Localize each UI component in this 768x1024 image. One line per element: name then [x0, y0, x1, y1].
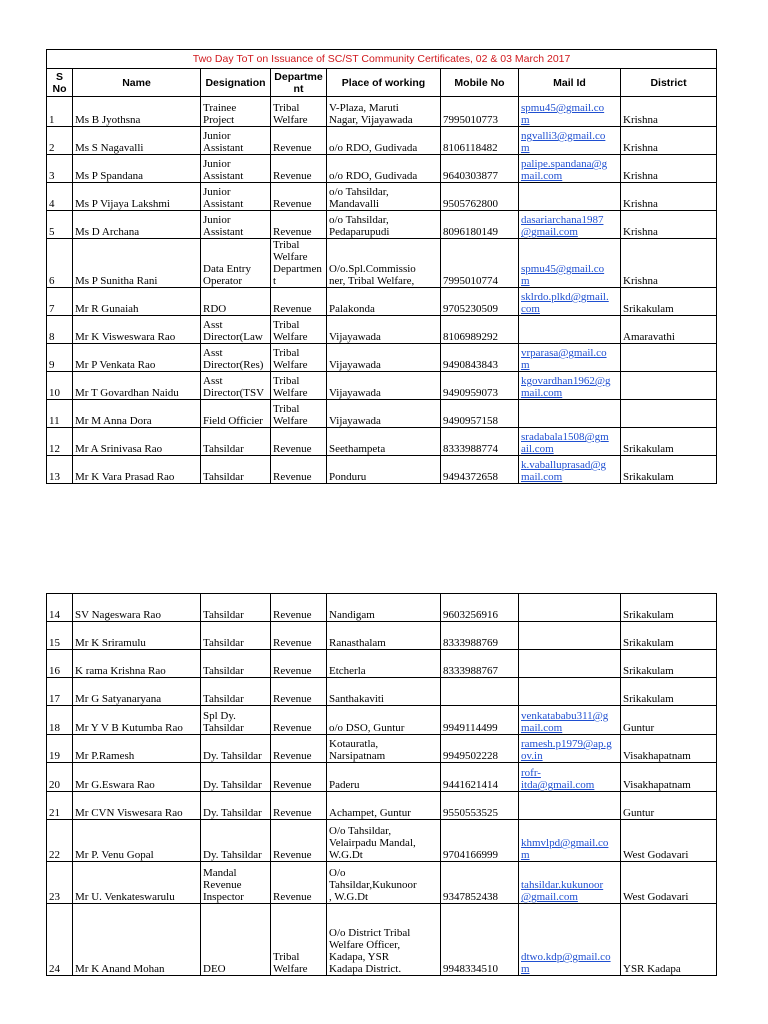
cell-sno: 6: [47, 239, 73, 288]
cell-sno: 24: [47, 904, 73, 976]
cell-sno: 9: [47, 344, 73, 372]
cell-name: Ms D Archana: [73, 211, 201, 239]
cell-district: Srikakulam: [621, 594, 717, 622]
cell-mobile: 9603256916: [441, 594, 519, 622]
table-row: [47, 316, 717, 344]
participants-table-page2: [46, 593, 717, 976]
cell-department: Revenue: [271, 678, 327, 706]
cell-name: Ms P Spandana: [73, 155, 201, 183]
table-row: [47, 678, 717, 706]
cell-department: Tribal Welfare: [271, 904, 327, 976]
email-link: [519, 622, 621, 650]
cell-designation: Dy. Tahsildar: [201, 820, 271, 862]
cell-department: Revenue: [271, 288, 327, 316]
cell-sno: 14: [47, 594, 73, 622]
cell-district: Srikakulam: [621, 456, 717, 484]
cell-department: Revenue: [271, 594, 327, 622]
col-header-mobile: Mobile No: [441, 69, 519, 97]
cell-district: [621, 400, 717, 428]
cell-designation: Junior Assistant: [201, 127, 271, 155]
cell-designation: Tahsildar: [201, 678, 271, 706]
cell-designation: Asst Director(TSV: [201, 372, 271, 400]
cell-district: Srikakulam: [621, 650, 717, 678]
cell-mobile: 8333988767: [441, 650, 519, 678]
cell-place: Ranasthalam: [327, 622, 441, 650]
table-row: [47, 400, 717, 428]
cell-sno: 18: [47, 706, 73, 735]
table-row: [47, 183, 717, 211]
cell-department: Revenue: [271, 820, 327, 862]
cell-district: Srikakulam: [621, 678, 717, 706]
cell-department: Revenue: [271, 456, 327, 484]
cell-department: Revenue: [271, 211, 327, 239]
cell-mobile: 9705230509: [441, 288, 519, 316]
cell-mobile: 9505762800: [441, 183, 519, 211]
email-link: [519, 316, 621, 344]
email-link[interactable]: spmu45@gmail.co m: [519, 239, 621, 288]
cell-place: o/o RDO, Gudivada: [327, 155, 441, 183]
cell-name: Mr P.Ramesh: [73, 735, 201, 763]
cell-name: Mr K Visweswara Rao: [73, 316, 201, 344]
cell-designation: Field Officier: [201, 400, 271, 428]
cell-designation: DEO: [201, 904, 271, 976]
cell-name: Mr A Srinivasa Rao: [73, 428, 201, 456]
cell-district: Guntur: [621, 706, 717, 735]
cell-place: Ponduru: [327, 456, 441, 484]
cell-designation: Junior Assistant: [201, 211, 271, 239]
email-link[interactable]: k.vaballuprasad@g mail.com: [519, 456, 621, 484]
table-row: [47, 622, 717, 650]
cell-district: Srikakulam: [621, 428, 717, 456]
cell-name: Mr G Satyanaryana: [73, 678, 201, 706]
participants-table-page1: [46, 49, 717, 484]
cell-district: Srikakulam: [621, 622, 717, 650]
cell-sno: 23: [47, 862, 73, 904]
cell-district: Krishna: [621, 127, 717, 155]
email-link[interactable]: spmu45@gmail.co m: [519, 97, 621, 127]
cell-name: Ms P Vijaya Lakshmi: [73, 183, 201, 211]
table-row: [47, 155, 717, 183]
table-row: [47, 344, 717, 372]
cell-place: Achampet, Guntur: [327, 792, 441, 820]
cell-district: Visakhapatnam: [621, 735, 717, 763]
cell-designation: Tahsildar: [201, 594, 271, 622]
email-link: [519, 400, 621, 428]
cell-department: Tribal Welfare: [271, 372, 327, 400]
email-link: [519, 678, 621, 706]
cell-sno: 16: [47, 650, 73, 678]
cell-sno: 11: [47, 400, 73, 428]
cell-district: [621, 344, 717, 372]
cell-place: o/o Tahsildar, Pedaparupudi: [327, 211, 441, 239]
cell-department: Revenue: [271, 792, 327, 820]
cell-place: o/o DSO, Guntur: [327, 706, 441, 735]
cell-department: Revenue: [271, 428, 327, 456]
cell-department: Tribal Welfare: [271, 400, 327, 428]
cell-place: o/o Tahsildar, Mandavalli: [327, 183, 441, 211]
cell-sno: 20: [47, 763, 73, 792]
cell-department: Tribal Welfare: [271, 316, 327, 344]
cell-department: Revenue: [271, 706, 327, 735]
cell-sno: 13: [47, 456, 73, 484]
cell-mobile: 9640303877: [441, 155, 519, 183]
cell-designation: Junior Assistant: [201, 183, 271, 211]
email-link[interactable]: sradabala1508@gm ail.com: [519, 428, 621, 456]
cell-sno: 5: [47, 211, 73, 239]
cell-name: Mr K Anand Mohan: [73, 904, 201, 976]
cell-department: Revenue: [271, 735, 327, 763]
cell-place: Etcherla: [327, 650, 441, 678]
email-link[interactable]: khmvlpd@gmail.co m: [519, 820, 621, 862]
email-link: [519, 183, 621, 211]
cell-department: Revenue: [271, 650, 327, 678]
cell-place: O/o.Spl.Commissio ner, Tribal Welfare,: [327, 239, 441, 288]
cell-designation: Dy. Tahsildar: [201, 735, 271, 763]
cell-mobile: 9441621414: [441, 763, 519, 792]
cell-designation: Mandal Revenue Inspector: [201, 862, 271, 904]
table-title: Two Day ToT on Issuance of SC/ST Community Certificates, 02 & 03 March 2017: [47, 50, 717, 69]
cell-name: Mr K Sriramulu: [73, 622, 201, 650]
cell-name: Mr Y V B Kutumba Rao: [73, 706, 201, 735]
cell-place: o/o RDO, Gudivada: [327, 127, 441, 155]
table-row: [47, 456, 717, 484]
col-header-department: Department: [271, 69, 327, 97]
cell-department: Revenue: [271, 127, 327, 155]
col-header-name: Name: [73, 69, 201, 97]
cell-district: Krishna: [621, 155, 717, 183]
cell-sno: 3: [47, 155, 73, 183]
cell-district: Amaravathi: [621, 316, 717, 344]
col-header-designation: Designation: [201, 69, 271, 97]
cell-mobile: [441, 678, 519, 706]
table-row: [47, 650, 717, 678]
email-link[interactable]: tahsildar.kukunoor @gmail.com: [519, 862, 621, 904]
cell-name: Ms S Nagavalli: [73, 127, 201, 155]
cell-designation: Asst Director(Res): [201, 344, 271, 372]
cell-designation: RDO: [201, 288, 271, 316]
cell-mobile: 7995010774: [441, 239, 519, 288]
table-row: [47, 706, 717, 735]
cell-district: Srikakulam: [621, 288, 717, 316]
col-header-sno: S No: [47, 69, 73, 97]
cell-place: O/o District Tribal Welfare Officer, Kadapa, YSR Kadapa District.: [327, 904, 441, 976]
cell-district: YSR Kadapa: [621, 904, 717, 976]
cell-name: Ms B Jyothsna: [73, 97, 201, 127]
cell-place: Nandigam: [327, 594, 441, 622]
table-row: [47, 428, 717, 456]
cell-department: Tribal Welfare Department: [271, 239, 327, 288]
cell-mobile: 8333988769: [441, 622, 519, 650]
cell-sno: 7: [47, 288, 73, 316]
cell-designation: Junior Assistant: [201, 155, 271, 183]
cell-sno: 10: [47, 372, 73, 400]
table-row: [47, 904, 717, 976]
cell-mobile: 9550553525: [441, 792, 519, 820]
cell-name: Ms P Sunitha Rani: [73, 239, 201, 288]
cell-place: Santhakaviti: [327, 678, 441, 706]
cell-mobile: 8096180149: [441, 211, 519, 239]
cell-sno: 19: [47, 735, 73, 763]
email-link[interactable]: rofr- itda@gmail.com: [519, 763, 621, 792]
cell-district: [621, 372, 717, 400]
cell-sno: 12: [47, 428, 73, 456]
cell-designation: Asst Director(Law: [201, 316, 271, 344]
table-row: [47, 372, 717, 400]
table-row: [47, 211, 717, 239]
cell-sno: 1: [47, 97, 73, 127]
cell-designation: Spl Dy. Tahsildar: [201, 706, 271, 735]
cell-district: Visakhapatnam: [621, 763, 717, 792]
cell-designation: Dy. Tahsildar: [201, 763, 271, 792]
cell-place: Vijayawada: [327, 400, 441, 428]
col-header-mail: Mail Id: [519, 69, 621, 97]
cell-designation: Tahsildar: [201, 456, 271, 484]
email-link[interactable]: sklrdo.plkd@gmail. com: [519, 288, 621, 316]
col-header-place: Place of working: [327, 69, 441, 97]
table-row: [47, 288, 717, 316]
table-row: [47, 594, 717, 622]
cell-mobile: 9490843843: [441, 344, 519, 372]
table-row: [47, 792, 717, 820]
cell-district: West Godavari: [621, 862, 717, 904]
cell-place: Vijayawada: [327, 316, 441, 344]
cell-mobile: 9949502228: [441, 735, 519, 763]
cell-mobile: 9490959073: [441, 372, 519, 400]
cell-name: Mr T Govardhan Naidu: [73, 372, 201, 400]
cell-mobile: 8106118482: [441, 127, 519, 155]
table-row: [47, 97, 717, 127]
cell-department: Revenue: [271, 155, 327, 183]
cell-mobile: 9948334510: [441, 904, 519, 976]
cell-place: Seethampeta: [327, 428, 441, 456]
table-row: [47, 820, 717, 862]
cell-district: Guntur: [621, 792, 717, 820]
cell-mobile: 9704166999: [441, 820, 519, 862]
header-row: [47, 69, 717, 97]
cell-place: Vijayawada: [327, 344, 441, 372]
cell-department: Revenue: [271, 183, 327, 211]
cell-place: V-Plaza, Maruti Nagar, Vijayawada: [327, 97, 441, 127]
email-link[interactable]: vrparasa@gmail.co m: [519, 344, 621, 372]
cell-designation: Data Entry Operator: [201, 239, 271, 288]
cell-name: Mr P. Venu Gopal: [73, 820, 201, 862]
table-row: [47, 862, 717, 904]
cell-place: Paderu: [327, 763, 441, 792]
cell-sno: 4: [47, 183, 73, 211]
cell-mobile: 8106989292: [441, 316, 519, 344]
cell-mobile: 9494372658: [441, 456, 519, 484]
cell-district: Krishna: [621, 211, 717, 239]
cell-mobile: 8333988774: [441, 428, 519, 456]
cell-name: SV Nageswara Rao: [73, 594, 201, 622]
cell-designation: Trainee Project: [201, 97, 271, 127]
cell-designation: Tahsildar: [201, 428, 271, 456]
email-link[interactable]: ngvalli3@gmail.co m: [519, 127, 621, 155]
cell-sno: 8: [47, 316, 73, 344]
cell-district: Krishna: [621, 183, 717, 211]
cell-place: O/o Tahsildar, Velairpadu Mandal, W.G.Dt: [327, 820, 441, 862]
table-row: [47, 127, 717, 155]
email-link[interactable]: venkatababu311@g mail.com: [519, 706, 621, 735]
cell-district: Krishna: [621, 239, 717, 288]
cell-department: Tribal Welfare: [271, 344, 327, 372]
cell-place: Kotauratla, Narsipatnam: [327, 735, 441, 763]
cell-department: Revenue: [271, 763, 327, 792]
cell-name: Mr U. Venkateswarulu: [73, 862, 201, 904]
cell-designation: Tahsildar: [201, 622, 271, 650]
cell-department: Revenue: [271, 622, 327, 650]
cell-designation: Dy. Tahsildar: [201, 792, 271, 820]
cell-name: Mr R Gunaiah: [73, 288, 201, 316]
cell-name: Mr M Anna Dora: [73, 400, 201, 428]
col-header-district: District: [621, 69, 717, 97]
cell-name: Mr P Venkata Rao: [73, 344, 201, 372]
cell-place: O/o Tahsildar,Kukunoor , W.G.Dt: [327, 862, 441, 904]
email-link[interactable]: ramesh.p1979@ap.g ov.in: [519, 735, 621, 763]
email-link: [519, 594, 621, 622]
email-link[interactable]: palipe.spandana@g mail.com: [519, 155, 621, 183]
cell-name: Mr CVN Viswesara Rao: [73, 792, 201, 820]
cell-mobile: 7995010773: [441, 97, 519, 127]
cell-name: Mr G.Eswara Rao: [73, 763, 201, 792]
email-link: [519, 792, 621, 820]
cell-sno: 17: [47, 678, 73, 706]
table-row: [47, 239, 717, 288]
email-link[interactable]: dtwo.kdp@gmail.co m: [519, 904, 621, 976]
email-link: [519, 650, 621, 678]
cell-mobile: 9490957158: [441, 400, 519, 428]
cell-mobile: 9347852438: [441, 862, 519, 904]
cell-sno: 21: [47, 792, 73, 820]
cell-sno: 2: [47, 127, 73, 155]
cell-sno: 22: [47, 820, 73, 862]
cell-department: Revenue: [271, 862, 327, 904]
cell-sno: 15: [47, 622, 73, 650]
cell-name: Mr K Vara Prasad Rao: [73, 456, 201, 484]
cell-designation: Tahsildar: [201, 650, 271, 678]
cell-district: West Godavari: [621, 820, 717, 862]
cell-place: Palakonda: [327, 288, 441, 316]
table-row: [47, 735, 717, 763]
cell-district: Krishna: [621, 97, 717, 127]
cell-department: Tribal Welfare: [271, 97, 327, 127]
cell-mobile: 9949114499: [441, 706, 519, 735]
cell-name: K rama Krishna Rao: [73, 650, 201, 678]
email-link[interactable]: kgovardhan1962@g mail.com: [519, 372, 621, 400]
cell-place: Vijayawada: [327, 372, 441, 400]
email-link[interactable]: dasariarchana1987 @gmail.com: [519, 211, 621, 239]
table-row: [47, 763, 717, 792]
